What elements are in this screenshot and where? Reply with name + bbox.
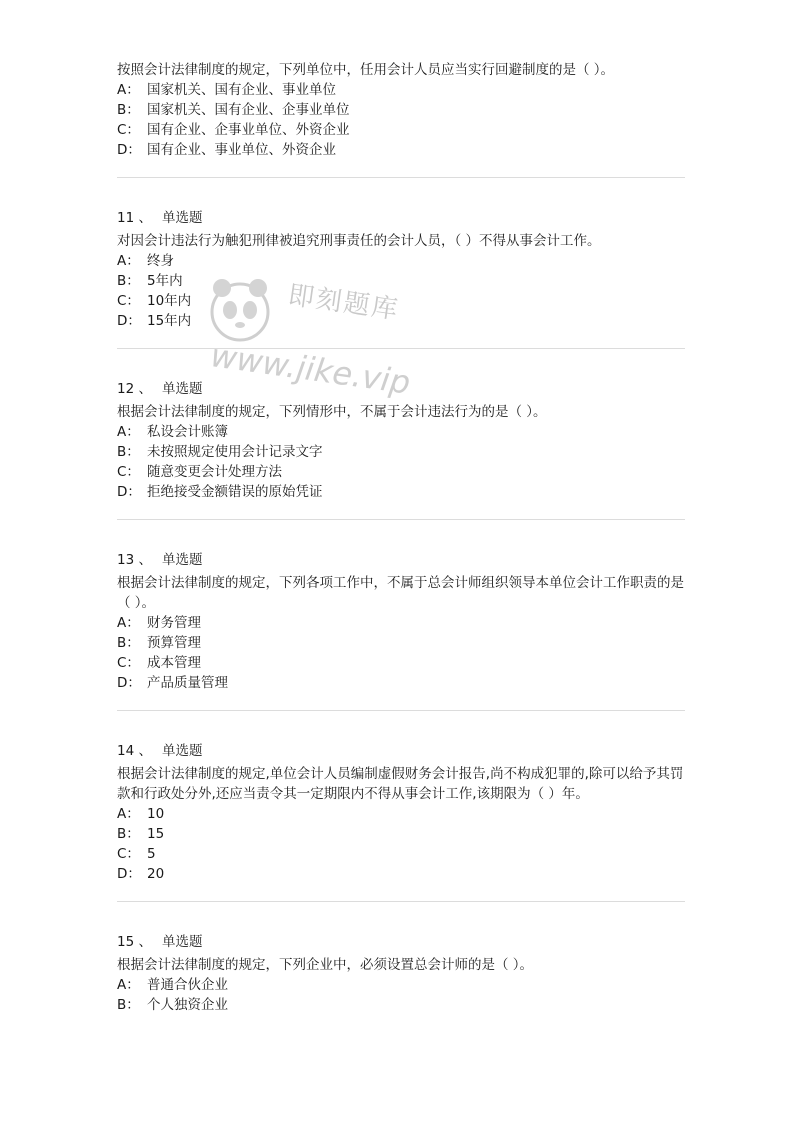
question-stem: 对因会计违法行为触犯刑律被追究刑事责任的会计人员，（ ）不得从事会计工作。 <box>117 233 601 249</box>
option-letter: D： <box>117 142 141 158</box>
option-letter: A： <box>117 615 140 631</box>
question-type: 单选题 <box>161 743 203 759</box>
option-d[interactable] <box>117 482 685 502</box>
option-text: 国家机关、国有企业、企事业单位 <box>147 102 350 118</box>
option-a[interactable] <box>117 613 685 633</box>
option-c[interactable] <box>117 653 685 673</box>
question-type: 单选题 <box>161 381 203 397</box>
question-block <box>117 550 685 711</box>
option-text: 产品质量管理 <box>147 675 228 691</box>
option-d[interactable] <box>117 864 685 884</box>
option-text: 私设会计账簿 <box>147 424 228 440</box>
option-b[interactable] <box>117 995 685 1015</box>
option-letter: C： <box>117 655 140 671</box>
option-letter: C： <box>117 846 140 862</box>
option-b[interactable] <box>117 633 685 653</box>
option-letter: A： <box>117 424 140 440</box>
question-number: 12 、 <box>117 381 152 397</box>
option-letter: C： <box>117 464 140 480</box>
question-header <box>117 550 685 570</box>
question-header <box>117 379 685 399</box>
option-text: 国有企业、事业单位、外资企业 <box>147 142 336 158</box>
watermark-url: www.jike.vip <box>208 336 413 402</box>
option-text: 5 <box>147 846 156 862</box>
question-list <box>117 60 685 1062</box>
question-block <box>117 932 685 1032</box>
option-text: 财务管理 <box>147 615 201 631</box>
question-block <box>117 60 685 178</box>
option-text: 终身 <box>147 253 174 269</box>
option-letter: D： <box>117 484 141 500</box>
option-text: 个人独资企业 <box>147 997 228 1013</box>
option-letter: B： <box>117 997 140 1013</box>
option-letter: A： <box>117 806 140 822</box>
option-a[interactable] <box>117 975 685 995</box>
option-a[interactable] <box>117 804 685 824</box>
question-stem: 根据会计法律制度的规定,单位会计人员编制虚假财务会计报告,尚不构成犯罪的,除可以给予其罚款和行政处分外,还应当责令其一定期限内不得从事会计工作,该期限为（ ）年。 <box>117 766 684 802</box>
option-c[interactable] <box>117 844 685 864</box>
question-type: 单选题 <box>161 210 203 226</box>
option-letter: C： <box>117 293 140 309</box>
option-text: 15年内 <box>147 313 192 329</box>
option-b[interactable] <box>117 271 685 291</box>
question-number: 11 、 <box>117 210 152 226</box>
option-c[interactable] <box>117 120 685 140</box>
option-text: 10年内 <box>147 293 192 309</box>
question-type: 单选题 <box>161 552 203 568</box>
option-d[interactable] <box>117 673 685 693</box>
option-letter: D： <box>117 866 141 882</box>
option-d[interactable] <box>117 140 685 160</box>
question-stem: 根据会计法律制度的规定，下列情形中，不属于会计违法行为的是（ ）。 <box>117 404 547 420</box>
question-block <box>117 741 685 902</box>
option-letter: A： <box>117 82 140 98</box>
option-text: 国有企业、企事业单位、外资企业 <box>147 122 350 138</box>
option-b[interactable] <box>117 824 685 844</box>
option-letter: C： <box>117 122 140 138</box>
option-c[interactable] <box>117 291 685 311</box>
question-number: 15 、 <box>117 934 152 950</box>
option-letter: A： <box>117 977 140 993</box>
option-a[interactable] <box>117 422 685 442</box>
option-letter: B： <box>117 444 140 460</box>
option-b[interactable] <box>117 100 685 120</box>
option-letter: B： <box>117 635 140 651</box>
option-letter: B： <box>117 826 140 842</box>
question-number: 14 、 <box>117 743 152 759</box>
watermark-brand: 即刻题库 <box>286 280 402 326</box>
option-text: 拒绝接受金额错误的原始凭证 <box>147 484 323 500</box>
option-a[interactable] <box>117 251 685 271</box>
question-header <box>117 741 685 761</box>
option-a[interactable] <box>117 80 685 100</box>
option-text: 10 <box>147 806 165 822</box>
option-text: 成本管理 <box>147 655 201 671</box>
question-header <box>117 932 685 952</box>
question-type: 单选题 <box>161 934 203 950</box>
option-text: 普通合伙企业 <box>147 977 228 993</box>
question-stem: 根据会计法律制度的规定，下列各项工作中，不属于总会计师组织领导本单位会计工作职责的是（ ）。 <box>117 575 684 611</box>
option-letter: B： <box>117 273 140 289</box>
option-d[interactable] <box>117 311 685 331</box>
option-text: 20 <box>147 866 165 882</box>
question-stem: 按照会计法律制度的规定，下列单位中，任用会计人员应当实行回避制度的是（ ）。 <box>117 62 615 78</box>
question-block <box>117 379 685 520</box>
option-letter: A： <box>117 253 140 269</box>
option-text: 15 <box>147 826 165 842</box>
question-stem: 根据会计法律制度的规定，下列企业中，必须设置总会计师的是（ ）。 <box>117 957 534 973</box>
option-text: 5年内 <box>147 273 183 289</box>
question-block <box>117 208 685 349</box>
option-text: 国家机关、国有企业、事业单位 <box>147 82 336 98</box>
option-c[interactable] <box>117 462 685 482</box>
question-header <box>117 208 685 228</box>
option-letter: D： <box>117 675 141 691</box>
question-number: 13 、 <box>117 552 152 568</box>
option-text: 未按照规定使用会计记录文字 <box>147 444 323 460</box>
option-letter: D： <box>117 313 141 329</box>
option-letter: B： <box>117 102 140 118</box>
option-text: 预算管理 <box>147 635 201 651</box>
option-text: 随意变更会计处理方法 <box>147 464 282 480</box>
option-b[interactable] <box>117 442 685 462</box>
